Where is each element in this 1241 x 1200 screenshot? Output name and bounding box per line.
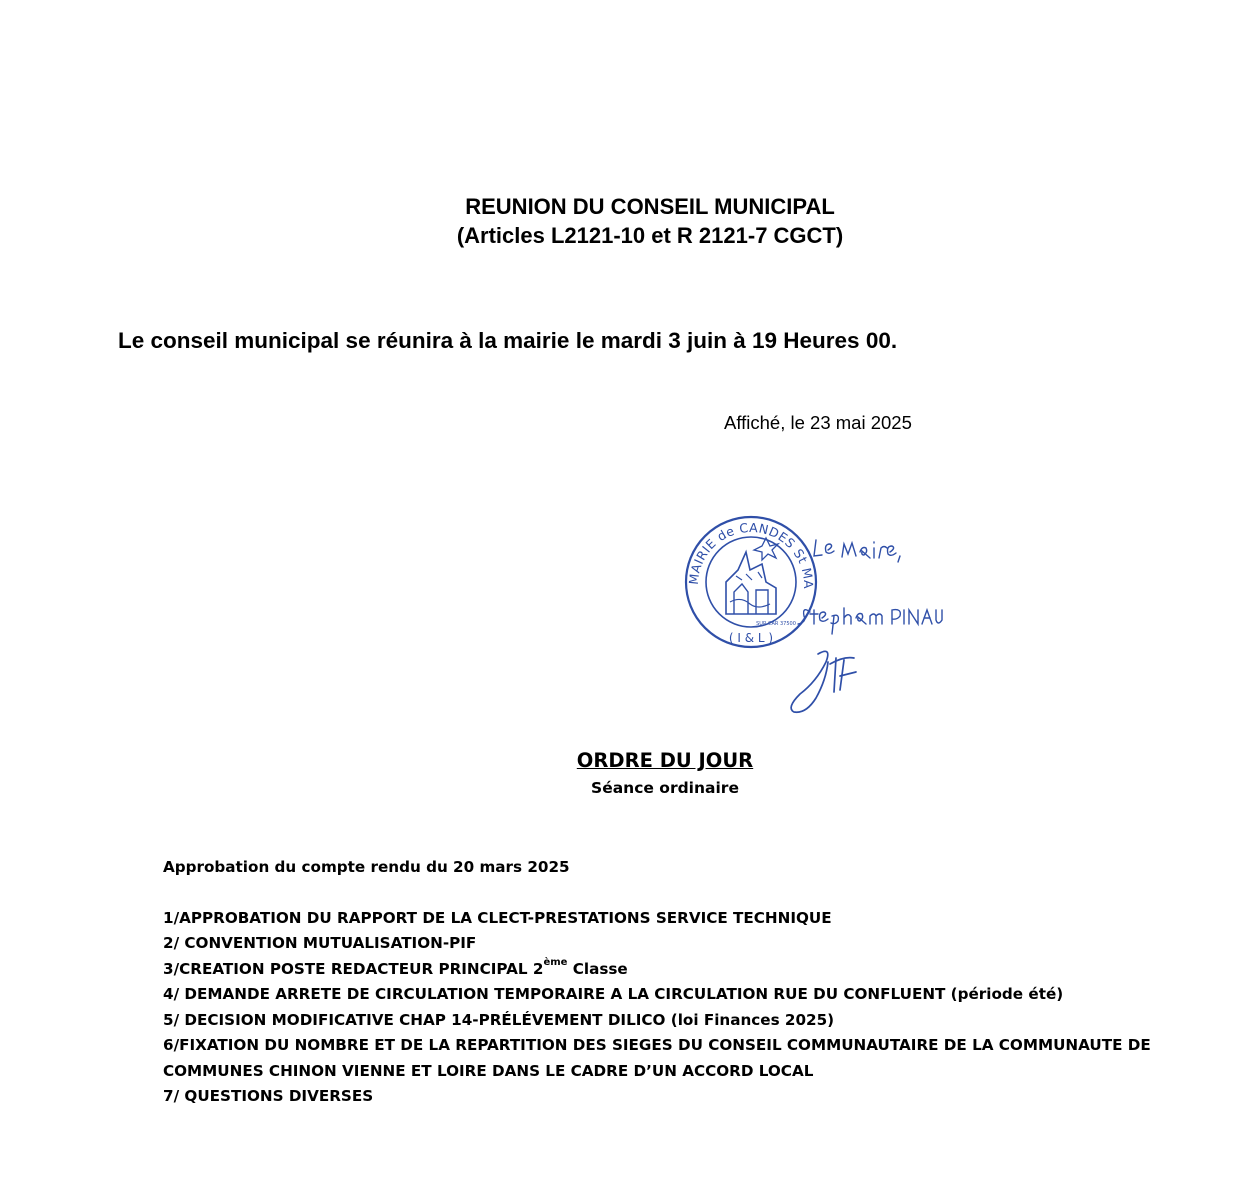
svg-text:SUR CAR 37500: SUR CAR 37500 [756,621,796,627]
agenda-heading-block [0,747,1241,801]
agenda-item: 6/FIXATION DU NOMBRE ET DE LA REPARTITION DES SIEGES DU CONSEIL COMMUNAUTAIRE DE LA COMMUNAUTE DE COMMUNES CHINON VIENNE ET LOIRE DANS LE CADRE D’UN ACCORD LOCAL [163,1036,1151,1080]
agenda-item [163,957,1183,983]
svg-text:MAIRIE de CANDES St MARTIN: MAIRIE de CANDES St MA [685,519,817,590]
meeting-announcement: Le conseil municipal se réunira à la mairie le mardi 3 juin à 19 Heures 00. [118,328,898,353]
svg-text:( I & L ): ( I & L ) [728,631,774,645]
minutes-approval-item: Approbation du compte rendu du 20 mars 2025 [163,858,570,876]
agenda-item: 7/ QUESTIONS DIVERSES [163,1087,374,1105]
agenda-heading: ORDRE DU JOUR [576,749,754,772]
document-subtitle: (Articles L2121-10 et R 2121-7 CGCT) [456,223,844,248]
agenda-item-superscript: ème [543,957,568,969]
mayor-stamp-signature-image [676,512,946,722]
agenda-item: 5/ DECISION MODIFICATIVE CHAP 14-PRÉLÉVEMENT DILICO (loi Finances 2025) [163,1010,835,1029]
document-title: REUNION DU CONSEIL MUNICIPAL [465,194,835,219]
agenda-list [163,855,1183,1110]
mairie-seal-icon [676,512,816,647]
stamp-and-signature [676,512,946,722]
agenda-item: 4/ DEMANDE ARRETE DE CIRCULATION TEMPORAIRE A LA CIRCULATION RUE DU CONFLUENT (période été) [163,985,1064,1003]
agenda-item-text: 3/CREATION POSTE REDACTEUR PRINCIPAL 2 [163,959,544,978]
agenda-item: 2/ CONVENTION MUTUALISATION-PIF [163,934,477,952]
agenda-item: 1/APPROBATION DU RAPPORT DE LA CLECT-PRESTATIONS SERVICE TECHNIQUE [163,908,832,927]
session-type: Séance ordinaire [591,779,739,797]
document-title-block [0,192,1241,250]
signature-role-handwriting [814,540,900,562]
signature-name-handwriting [798,608,942,634]
posting-date: Affiché, le 23 mai 2025 [724,412,912,433]
signature-scribble [791,651,856,712]
agenda-item-text-suffix: Classe [567,959,628,978]
